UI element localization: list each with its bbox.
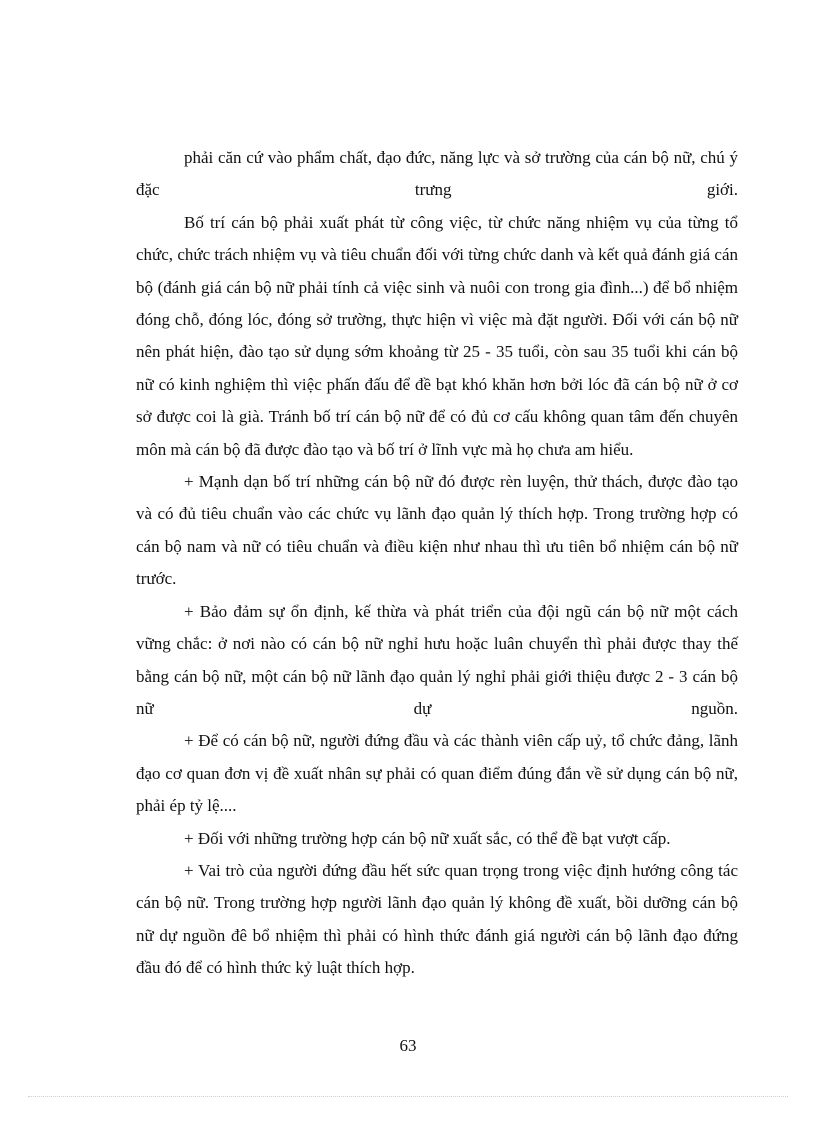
footer-divider <box>28 1096 788 1097</box>
body-text <box>136 142 738 985</box>
paragraph-7: + Vai trò của người đứng đầu hết sức quan trọng trong việc định hướng công tác cán bộ nữ. Trong trường hợp người lãnh đạo quản lý không đề xuất, bồi dưỡng cán bộ nữ dự nguồn đê bổ nhiệm thì phải có hình thức đánh giá người cán bộ lãnh đạo đứng đầu đó để có hình thức kỷ luật thích hợp. <box>136 860 738 978</box>
paragraph-5: + Để có cán bộ nữ, người đứng đầu và các thành viên cấp uỷ, tổ chức đảng, lãnh đạo cơ quan đơn vị đề xuất nhân sự phải có quan điểm đúng đắn về sử dụng cán bộ nữ, phải ép tỷ lệ.... <box>136 731 738 816</box>
page-number: 63 <box>399 1036 417 1055</box>
paragraph-4: + Bảo đảm sự ổn định, kế thừa và phát triển của đội ngũ cán bộ nữ một cách vững chắc: ở nơi nào có cán bộ nữ nghỉ hưu hoặc luân chuyển thì phải được thay thế bằng cán bộ nữ, một cán bộ nữ lãnh đạo quản lý nghỉ phải giới thiệu được 2 - 3 cán bộ nữ dự nguồn. <box>136 601 738 718</box>
paragraph-2: Bố trí cán bộ phải xuất phát từ công việc, từ chức năng nhiệm vụ của từng tổ chức, chức trách nhiệm vụ và tiêu chuẩn đối với từng chức danh và kết quả đánh giá cán bộ (đánh giá cán bộ nữ phải tính cả việc sinh và nuôi con trong gia đình...) để bổ nhiệm đóng chỗ, đóng lóc, đóng sở trường, thực hiện vì việc mà đặt người. Đối với cán bộ nữ nên phát hiện, đào tạo sử dụng sớm khoảng từ 25 - 35 tuổi, còn sau 35 tuổi khi cán bộ nữ có kinh nghiệm thì việc phấn đấu để đề bạt khó khăn hơn bởi lóc đã cán bộ nữ ở cơ sở được coi là già. Tránh bố trí cán bộ nữ để có đủ cơ cấu không quan tâm đến chuyên môn mà cán bộ đã được đào tạo và bố trí ở lĩnh vực mà họ chưa am hiểu. <box>136 212 738 459</box>
paragraph-3: + Mạnh dạn bố trí những cán bộ nữ đó được rèn luyện, thử thách, được đào tạo và có đủ tiêu chuẩn vào các chức vụ lãnh đạo quản lý thích hợp. Trong trường hợp có cán bộ nam và nữ có tiêu chuẩn và điều kiện như nhau thì ưu tiên bổ nhiệm cán bộ nữ trước. <box>136 472 738 589</box>
paragraph-6: + Đối với những trường hợp cán bộ nữ xuất sắc, có thể đề bạt vượt cấp. <box>184 828 671 848</box>
paragraph-1: phải căn cứ vào phẩm chất, đạo đức, năng lực và sở trường của cán bộ nữ, chú ý đặc trưng giới. <box>136 148 738 200</box>
